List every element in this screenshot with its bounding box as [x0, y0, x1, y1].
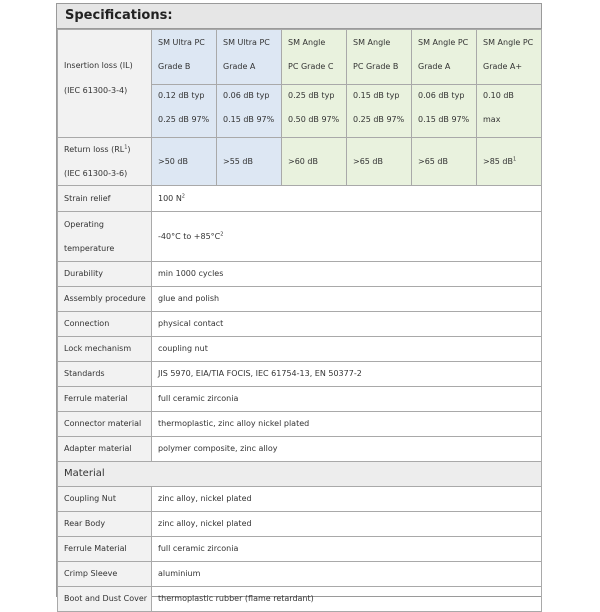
il-typ-col-2: 0.06 dB typ: [223, 91, 270, 100]
assembly-procedure-label: Assembly procedure: [58, 287, 152, 312]
il-head-col-1: [152, 30, 217, 85]
crimp-sleeve-label: Crimp Sleeve: [58, 562, 152, 587]
lock-mechanism-value: coupling nut: [152, 337, 542, 362]
il-pct-col-3: 0.50 dB 97%: [288, 115, 340, 124]
il-head2-col-1: Grade B: [158, 62, 191, 71]
specifications-table: [57, 29, 542, 612]
il-head-col-6: [477, 30, 542, 85]
ferrule-material-b-value: full ceramic zirconia: [152, 537, 542, 562]
rl-val-col-1: >50 dB: [152, 138, 217, 186]
il-head2-col-4: PC Grade B: [353, 62, 399, 71]
strain-relief-label: Strain relief: [58, 186, 152, 212]
table-row: [58, 362, 542, 387]
insertion-loss-header-row: [58, 30, 542, 85]
insertion-loss-label: Insertion loss (IL): [64, 60, 133, 70]
operating-temperature-value: -40°C to +85°C: [158, 231, 221, 241]
rl-val-col-3: >60 dB: [282, 138, 347, 186]
coupling-nut-label: Coupling Nut: [58, 487, 152, 512]
return-loss-footnote: 1: [124, 143, 128, 150]
strain-relief-row: [58, 186, 542, 212]
il-head1-col-4: SM Angle: [353, 38, 391, 47]
table-row: [58, 512, 542, 537]
il-head1-col-3: SM Angle: [288, 38, 326, 47]
specifications-title: Specifications:: [57, 4, 541, 29]
insertion-loss-label-cell: [58, 30, 152, 138]
coupling-nut-value: zinc alloy, nickel plated: [152, 487, 542, 512]
operating-temperature-label-cell: [58, 212, 152, 262]
material-section-title: Material: [58, 462, 542, 487]
return-loss-label: [64, 143, 145, 167]
return-loss-label-cell: [58, 138, 152, 186]
table-row: [58, 562, 542, 587]
adapter-material-label: Adapter material: [58, 437, 152, 462]
table-row: [58, 537, 542, 562]
rl-col-6-footnote: 1: [513, 155, 517, 162]
operating-temperature-value-cell: [152, 212, 542, 262]
table-row: [58, 337, 542, 362]
il-head2-col-3: PC Grade C: [288, 62, 334, 71]
table-row: [58, 262, 542, 287]
il-typ-col-3: 0.25 dB typ: [288, 91, 335, 100]
insertion-loss-standard: (IEC 61300-3-4): [64, 85, 128, 95]
operating-temperature-label-2: temperature: [64, 243, 115, 253]
il-typ-col-1: 0.12 dB typ: [158, 91, 205, 100]
strain-relief-footnote: 2: [181, 192, 185, 199]
il-typ-col-4: 0.15 dB typ: [353, 91, 400, 100]
il-pct-col-4: 0.25 dB 97%: [353, 115, 405, 124]
rl-val-col-5: >65 dB: [412, 138, 477, 186]
boot-dust-cover-value: thermoplastic rubber (flame retardant): [152, 587, 542, 612]
table-row: [58, 312, 542, 337]
durability-label: Durability: [58, 262, 152, 287]
rl-val-col-6: [477, 138, 542, 186]
il-val-col-2: [217, 85, 282, 138]
rear-body-value: zinc alloy, nickel plated: [152, 512, 542, 537]
il-head-col-3: [282, 30, 347, 85]
il-head2-col-5: Grade A: [418, 62, 451, 71]
il-head-col-5: [412, 30, 477, 85]
durability-value: min 1000 cycles: [152, 262, 542, 287]
il-pct-col-5: 0.15 dB 97%: [418, 115, 470, 124]
rear-body-label: Rear Body: [58, 512, 152, 537]
operating-temperature-footnote: 2: [220, 230, 224, 237]
assembly-procedure-value: glue and polish: [152, 287, 542, 312]
connector-material-value: thermoplastic, zinc alloy nickel plated: [152, 412, 542, 437]
table-row: [58, 287, 542, 312]
adapter-material-value: polymer composite, zinc alloy: [152, 437, 542, 462]
il-head2-col-2: Grade A: [223, 62, 256, 71]
il-pct-col-2: 0.15 dB 97%: [223, 115, 275, 124]
material-section-row: [58, 462, 542, 487]
rl-val-col-4: >65 dB: [347, 138, 412, 186]
il-pct-col-1: 0.25 dB 97%: [158, 115, 210, 124]
il-val-col-6: [477, 85, 542, 138]
il-typ-col-6: 0.10 dB: [483, 91, 514, 100]
il-head1-col-2: SM Ultra PC: [223, 38, 270, 47]
return-loss-label-text: Return loss (RL: [64, 144, 125, 154]
lock-mechanism-label: Lock mechanism: [58, 337, 152, 362]
il-head2-col-6: Grade A+: [483, 62, 523, 71]
standards-label: Standards: [58, 362, 152, 387]
boot-dust-cover-label: Boot and Dust Cover: [58, 587, 152, 612]
return-loss-standard: (IEC 61300-3-6): [64, 168, 128, 178]
table-row: [58, 587, 542, 612]
table-row: [58, 412, 542, 437]
ferrule-material-label: Ferrule material: [58, 387, 152, 412]
il-head1-col-1: SM Ultra PC: [158, 38, 205, 47]
strain-relief-value: 100 N: [158, 193, 182, 203]
il-head1-col-6: SM Angle PC: [483, 38, 534, 47]
table-row: [58, 387, 542, 412]
table-row: [58, 487, 542, 512]
crimp-sleeve-value: aluminium: [152, 562, 542, 587]
il-val-col-5: [412, 85, 477, 138]
il-typ-col-5: 0.06 dB typ: [418, 91, 465, 100]
ferrule-material-value: full ceramic zirconia: [152, 387, 542, 412]
return-loss-label-close: ): [127, 144, 131, 154]
il-val-col-1: [152, 85, 217, 138]
il-head-col-4: [347, 30, 412, 85]
connector-material-label: Connector material: [58, 412, 152, 437]
il-pct-col-6: max: [483, 115, 501, 124]
strain-relief-value-cell: [152, 186, 542, 212]
operating-temperature-label-1: Operating: [64, 219, 104, 229]
return-loss-row: [58, 138, 542, 186]
rl-val-col-6-text: >85 dB: [483, 156, 513, 166]
il-head1-col-5: SM Angle PC: [418, 38, 469, 47]
operating-temperature-row: [58, 212, 542, 262]
il-head-col-2: [217, 30, 282, 85]
connection-label: Connection: [58, 312, 152, 337]
ferrule-material-b-label: Ferrule Material: [58, 537, 152, 562]
table-row: [58, 437, 542, 462]
specifications-panel: [56, 3, 542, 603]
standards-value: JIS 5970, EIA/TIA FOCIS, IEC 61754-13, EN 50377-2: [152, 362, 542, 387]
connection-value: physical contact: [152, 312, 542, 337]
il-val-col-4: [347, 85, 412, 138]
il-val-col-3: [282, 85, 347, 138]
rl-val-col-2: >55 dB: [217, 138, 282, 186]
